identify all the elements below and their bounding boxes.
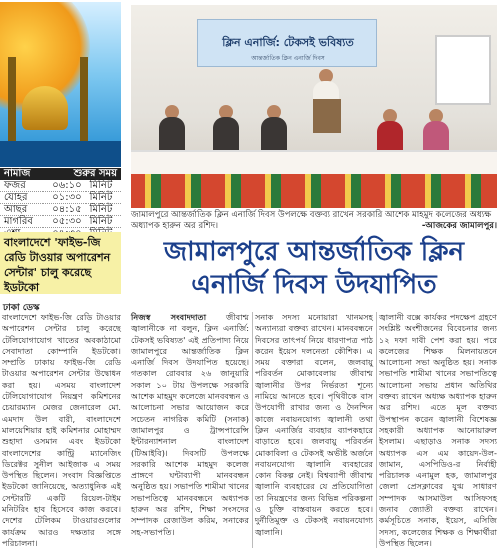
event-banner-subtitle: আন্তর্জাতিক ক্লিন এনার্জি দিবস <box>251 55 325 62</box>
namaz-unit: মিনিট <box>86 180 121 192</box>
event-banner <box>197 19 377 67</box>
namaz-name: আছর <box>0 204 43 216</box>
event-banner-title: ক্লিন এনার্জি: টেকসই ভবিষ্যত <box>222 36 354 49</box>
head-table <box>131 150 497 176</box>
article-column-2 <box>255 312 373 538</box>
namaz-time: ০৪:১৫ <box>43 204 86 216</box>
namaz-row <box>0 216 121 228</box>
article-column-3 <box>379 312 497 549</box>
column-divider <box>252 312 253 548</box>
mosque-dome <box>22 86 68 130</box>
article-column-3-text: জ্বালানী বক্সে কার্যকর পদক্ষেপ গ্রহণে সংশ্লিষ্ট অংশীজনের বিবেচনার জন্য ১২ দফা দাবী পেশ করা হয়। পরে কলেজের শিক্ষক মিলনায়তনে আলোচনা সভা অনুষ্ঠিত হয়। সনাক সভাপতি শামীমা খানের সভাপতিত্বে আলোচনা সভায় প্রধান অতিথির বক্তব্য রাখেন অধ্যক্ষ অধ্যাপক হারুন অর রশিদ। এতে মূল বক্তব্য উপস্থাপন করেন জ্বালানী বিশেষজ্ঞ সহকারী অধ্যাপক আনোয়ারুল ইসলাম। এছাড়াও সনাক সদস্য অধ্যাপক এস এম কায়েদ-উল-জামান, এসপিডিও-র নির্বাহী পরিচালক এনামুল হক, জামালপুর জেলা প্রেসক্লাবের যুগ্ম সাধারণ সম্পাদক আসমাউল আসিফসহ জনাব জ্যোতী বক্তব্য রাখেন। কর্মসূচিতে সনাক, ইয়েস, এসিজি সদস্য, কলেজের শিক্ষক ও শিক্ষার্থীরা উপস্থিত ছিলেন। <box>379 312 497 548</box>
podium <box>313 99 341 133</box>
namaz-header-prayer: নামাজ <box>0 168 43 180</box>
namaz-schedule-banner <box>0 2 121 167</box>
left-article-headline: বাংলাদেশে 'ফাইভ-জি রেডি টাওয়ার অপারেশন সেন্টার' চালু করেছে ইডটকো <box>0 232 121 294</box>
namaz-row <box>0 180 121 192</box>
namaz-unit: মিনিট <box>86 204 121 216</box>
mosque-base <box>0 141 121 167</box>
namaz-time: ০১:৩০ <box>43 192 86 204</box>
namaz-unit: মিনিট <box>86 216 121 228</box>
namaz-unit: মিনিট <box>86 192 121 204</box>
event-photo <box>131 5 497 208</box>
main-article <box>131 312 497 548</box>
article-byline: নিজস্ব সংবাদদাতা <box>131 312 207 322</box>
namaz-time: ০৬:১০ <box>43 180 86 192</box>
caption-text: জামালপুরে আন্তর্জাতিক ক্লিন এনার্জি দিবস উপলক্ষে বক্তব্য রাখেন সরকারি আশেক মাহমুদ কলেজের অধ্যক্ষ অধ্যাপক হারুন অর রশিদ। <box>131 210 492 231</box>
namaz-header-time: শুরুর সময় <box>43 168 121 180</box>
main-headline: জামালপুরে আন্তর্জাতিক ক্লিন এনার্জি দিবস উদযাপিত <box>163 237 465 300</box>
namaz-row <box>0 192 121 204</box>
caption-credit: -আজকের জামালপুর। <box>421 221 497 231</box>
namaz-name: ফজর <box>0 180 43 192</box>
left-article-byline: ঢাকা ডেস্ক <box>3 303 40 313</box>
left-column <box>0 0 122 549</box>
photo-caption <box>131 210 497 232</box>
table-cloth <box>131 174 497 208</box>
namaz-table-header <box>0 168 121 180</box>
namaz-name: মাগরিব <box>0 216 43 228</box>
article-column-2-text: সনাক সদস্য মনোয়ারা খানমসহ অন্যান্যরা বক্তব্য রাখেন। মানববন্ধনে দিবসের তাৎপর্য নিয়ে ধারণাপত্র পাঠ করেন ইয়েস দলনেতা কৌশিক। এ সময় বক্তারা বলেন, জলবায়ু পরিবর্তন মোকাবেলায় জীবাশ্ম জ্বালানীর উপর নির্ভরতা শূন্যে নামিয়ে আনতে হবে। পৃথিবীকে বাস উপযোগী রাখার জন্য ও দৈনন্দিন কাজে নবায়নযোগ্য জ্বালানী তথা ক্লিন এনার্জির ব্যবহার ব্যাপকহারে বাড়াতে হবে। জলবায়ু পরিবর্তন মোকাবিলা ও টেকসই অভীষ্ট অর্জনে নবায়নযোগ্য জ্বালানি ব্যবহারের কোন বিকল্প নেই। বিশ্বব্যাপী জীবাশ্ম জ্বালানি ব্যবহারের যে প্রতিযোগিতা তা নিয়ন্ত্রণের জন্য বিভিন্ন পরিকল্পনা ও চুক্তি বাস্তবায়ন করতে হবে। দুর্নীতিমুক্ত ও টেকসই নবায়নযোগ্য জ্বালানি। <box>255 312 373 537</box>
namaz-time-table <box>0 168 121 240</box>
namaz-time: ০৫:৩০ <box>43 216 86 228</box>
article-column-1-text: জীবাশ্ম জ্বালানীকে না বলুন, ক্লিন এনার্জি: টেকসই ভবিষ্যত' এই প্রতিপাদ্য নিয়ে জামালপুরে আন্তর্জাতিক ক্লিন এনার্জি দিবস উদযাপিত হয়েছে। গতকাল রোববার ২৬ জানুয়ারি সকাল ১০ টায় উপলক্ষে সরকারি আশেক মাহমুদ কলেজে মানববন্ধন ও আলোচনা সভার আয়োজন করে সচেতন নাগরিক কমিটি (সনাক) জামালপুর ও ট্রান্সপারেন্সি ইন্টারন্যাশনাল বাংলাদেশ (টিআইবি)। দিবসটি উপলক্ষে সরকারি আশেক মাহমুদ কলেজ প্রাঙ্গণে ঘন্টাব্যাপী মানববন্ধন অনুষ্ঠিত হয়। সভাপতি শামীমা খানের সভাপতিত্বে মানববন্ধনে অধ্যাপক হারুন অর রশিদ, শিক্ষা সংসদের সম্পাদক রেজাউল করিম, সনাকের সহ-সভাপতি। <box>131 312 249 537</box>
namaz-name: যোহর <box>0 192 43 204</box>
left-article-body: বাংলাদেশে ফাইভ-জি রেডি টাওয়ার অপারেশন সেন্টার চালু করেছে টেলিযোগাযোগ খাতের অবকাঠামো সেবাদাতা কোম্পানি ইডটকো। সম্প্রতি ঢাকায় ফাইভ-জি রেডি টাওয়ার অপারেশন সেন্টার উদ্বোধন করা হয়। এসময় বাংলাদেশ টেলিযোগাযোগ নিয়ন্ত্রণ কমিশনের চেয়ারম্যান মেজর জেনারেল মো. এমদাদ উল বারী, বাংলাদেশে মালয়েশিয়ার হাই কমিশনার মোহাম্মদ শুহাদা ওসমান এবং ইডটকো বাংলাদেশের কান্ট্রি ম্যানেজিং ডিরেক্টর সুনীল আইজাক এ সময় উপস্থিত ছিলেন। সংবাদ বিজ্ঞপ্তিতে ইডটকো জানিয়েছে, অত্যাধুনিক এই সেন্টারটি একটি রিয়েল-টাইম মনিটরিং হাব হিসেবে কাজ করবে। দেশের টেলিকম টাওয়ারগুলোর কার্যক্রম আরও দক্ষতার সঙ্গে পরিচালনা। <box>2 312 121 548</box>
column-divider <box>376 312 377 548</box>
article-column-1 <box>131 312 249 538</box>
projector-screen <box>435 35 491 105</box>
namaz-row <box>0 204 121 216</box>
